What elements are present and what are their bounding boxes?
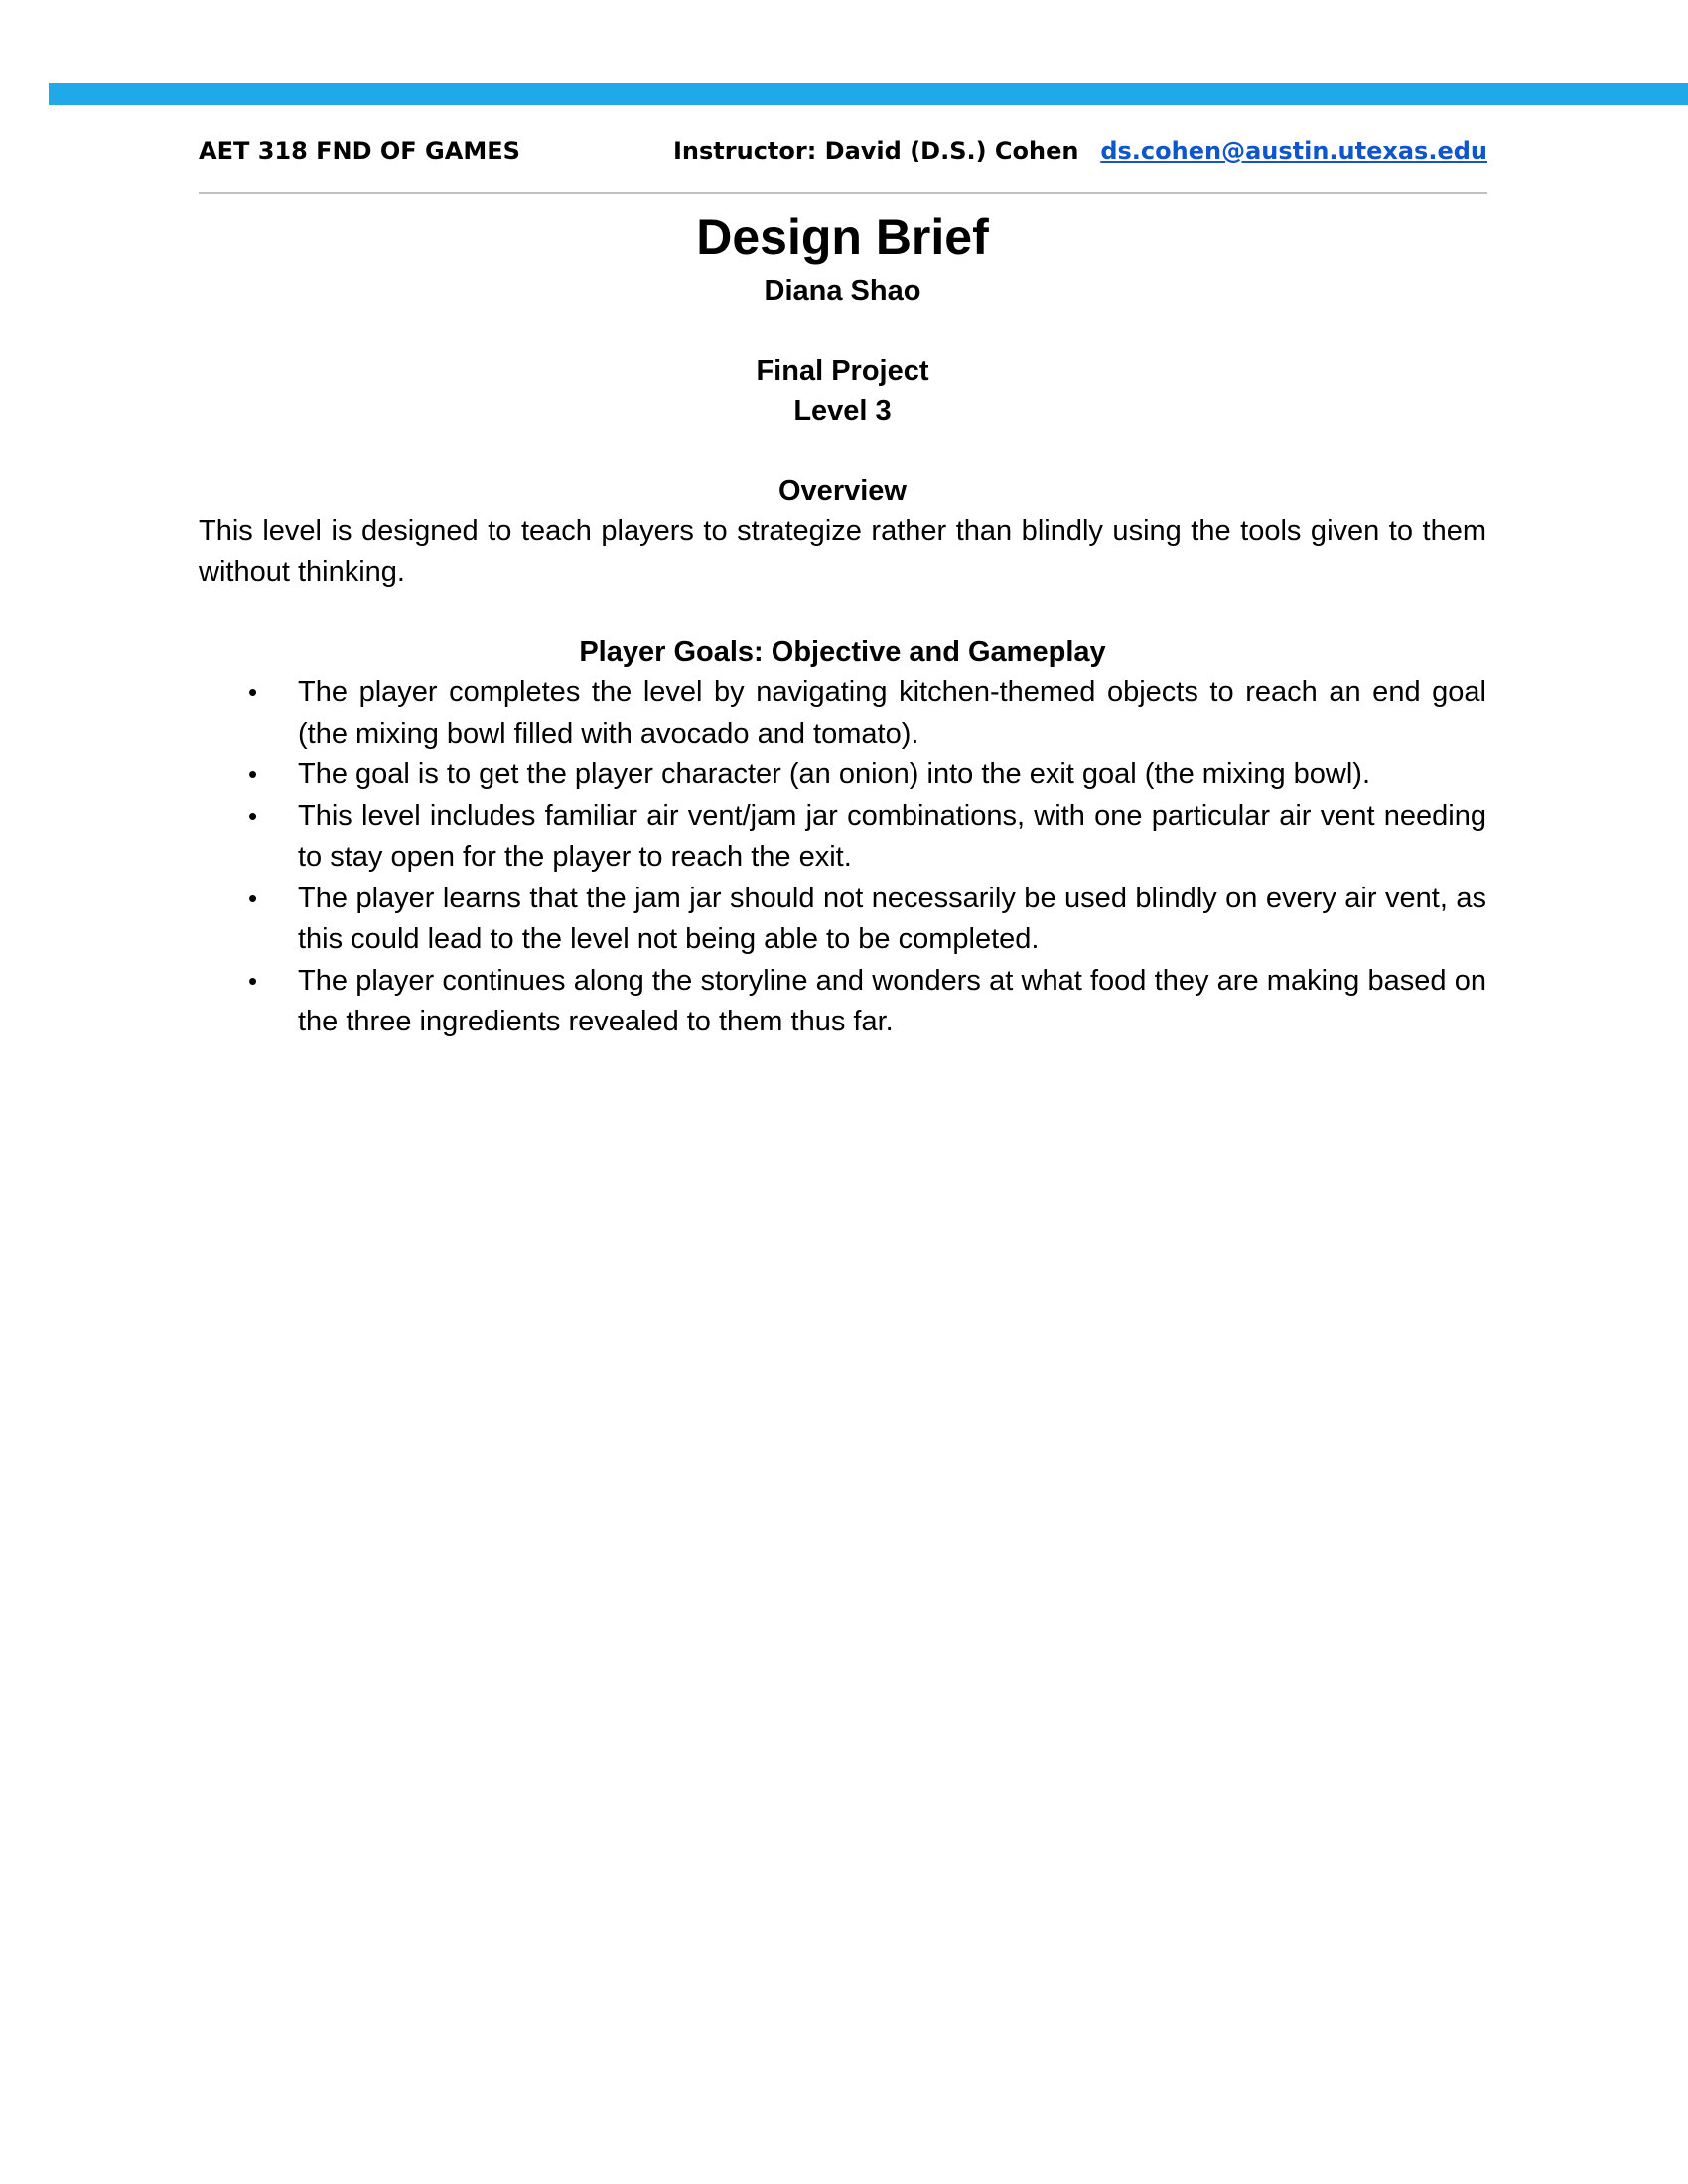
page-header: [199, 133, 1487, 173]
bullet-icon: •: [248, 883, 258, 913]
list-item-text: The player completes the level by navigating kitchen-themed objects to reach an end goal (the mixing bowl filled with avocado and tomato).: [298, 676, 1486, 750]
bullet-icon: •: [248, 800, 258, 831]
header-divider: [199, 192, 1487, 194]
list-item-text: This level includes familiar air vent/jam jar combinations, with one particular air vent needing to stay open for the player to reach the exit.: [298, 799, 1486, 873]
project-name: Final Project: [756, 355, 929, 387]
instructor-email-link[interactable]: ds.cohen@austin.utexas.edu: [1100, 137, 1487, 165]
goals-heading: Player Goals: Objective and Gameplay: [579, 636, 1106, 668]
bullet-icon: •: [248, 759, 258, 789]
overview-heading: Overview: [778, 476, 907, 507]
list-item: [199, 672, 1486, 754]
list-item: [199, 796, 1486, 879]
list-item-text: The player continues along the storyline and wonders at what food they are making based on the three ingredients revealed to them thus far.: [298, 964, 1486, 1037]
bullet-icon: •: [248, 677, 258, 707]
list-item: [199, 961, 1486, 1043]
document-body: [199, 204, 1486, 1043]
course-name: AET 318 FND OF GAMES: [199, 137, 520, 165]
bullet-icon: •: [248, 965, 258, 996]
level-name: Level 3: [793, 395, 892, 427]
document-title: Design Brief: [696, 209, 989, 265]
instructor-name: Instructor: David (D.S.) Cohen: [673, 137, 1079, 165]
goals-list: [199, 672, 1486, 1043]
author-name: Diana Shao: [764, 275, 921, 307]
header-accent-bar: [49, 83, 1688, 105]
list-item: [199, 754, 1486, 796]
list-item-text: The goal is to get the player character (an onion) into the exit goal (the mixing bowl).: [298, 758, 1371, 790]
list-item: [199, 879, 1486, 961]
list-item-text: The player learns that the jam jar should not necessarily be used blindly on every air vent, as this could lead to the level not being able to be completed.: [298, 882, 1486, 955]
overview-text: This level is designed to teach players to strategize rather than blindly using the tools given to them without thinking.: [199, 515, 1486, 588]
